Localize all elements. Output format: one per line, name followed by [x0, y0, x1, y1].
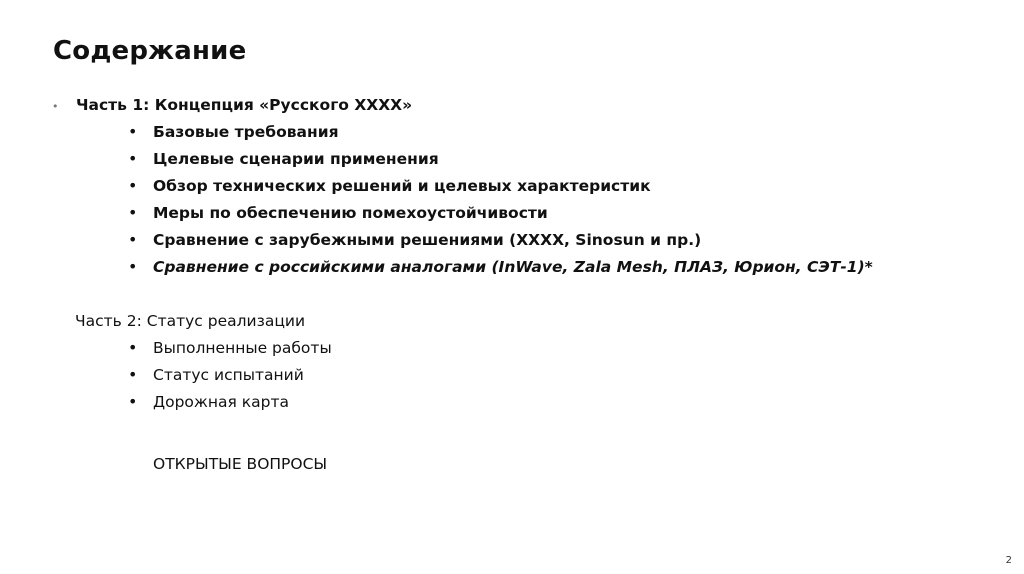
- slide-title: Содержание: [53, 36, 247, 66]
- part2-heading: Часть 2: Статус реализации: [75, 312, 306, 330]
- part2-item: Статус испытаний: [153, 366, 304, 384]
- part1-item: Сравнение с зарубежными решениями (XXXX, Sinosun и пр.): [153, 231, 702, 249]
- part1-item: Обзор технических решений и целевых характеристик: [153, 177, 651, 195]
- bullet: •: [128, 338, 138, 357]
- page-number: 2: [1005, 555, 1012, 566]
- part1-item: Сравнение с российскими аналогами (InWave, Zala Mesh, ПЛАЗ, Юрион, СЭТ-1)*: [153, 258, 873, 276]
- part1-item: Целевые сценарии применения: [153, 150, 439, 168]
- bullet: •: [128, 176, 138, 195]
- bullet: •: [128, 365, 138, 384]
- part2-item: Дорожная карта: [153, 393, 289, 411]
- bullet: •: [128, 203, 138, 222]
- part1-heading: Часть 1: Концепция «Русского XXXX»: [76, 96, 413, 114]
- bullet: •: [128, 257, 138, 276]
- bullet: •: [128, 122, 138, 141]
- part1-item: Меры по обеспечению помехоустойчивости: [153, 204, 548, 222]
- part1-item: Базовые требования: [153, 123, 339, 141]
- bullet: •: [128, 392, 138, 411]
- part2-item: Выполненные работы: [153, 339, 332, 357]
- bullet: •: [52, 100, 59, 113]
- open-questions: ОТКРЫТЫЕ ВОПРОСЫ: [153, 455, 328, 473]
- bullet: •: [128, 230, 138, 249]
- bullet: •: [128, 149, 138, 168]
